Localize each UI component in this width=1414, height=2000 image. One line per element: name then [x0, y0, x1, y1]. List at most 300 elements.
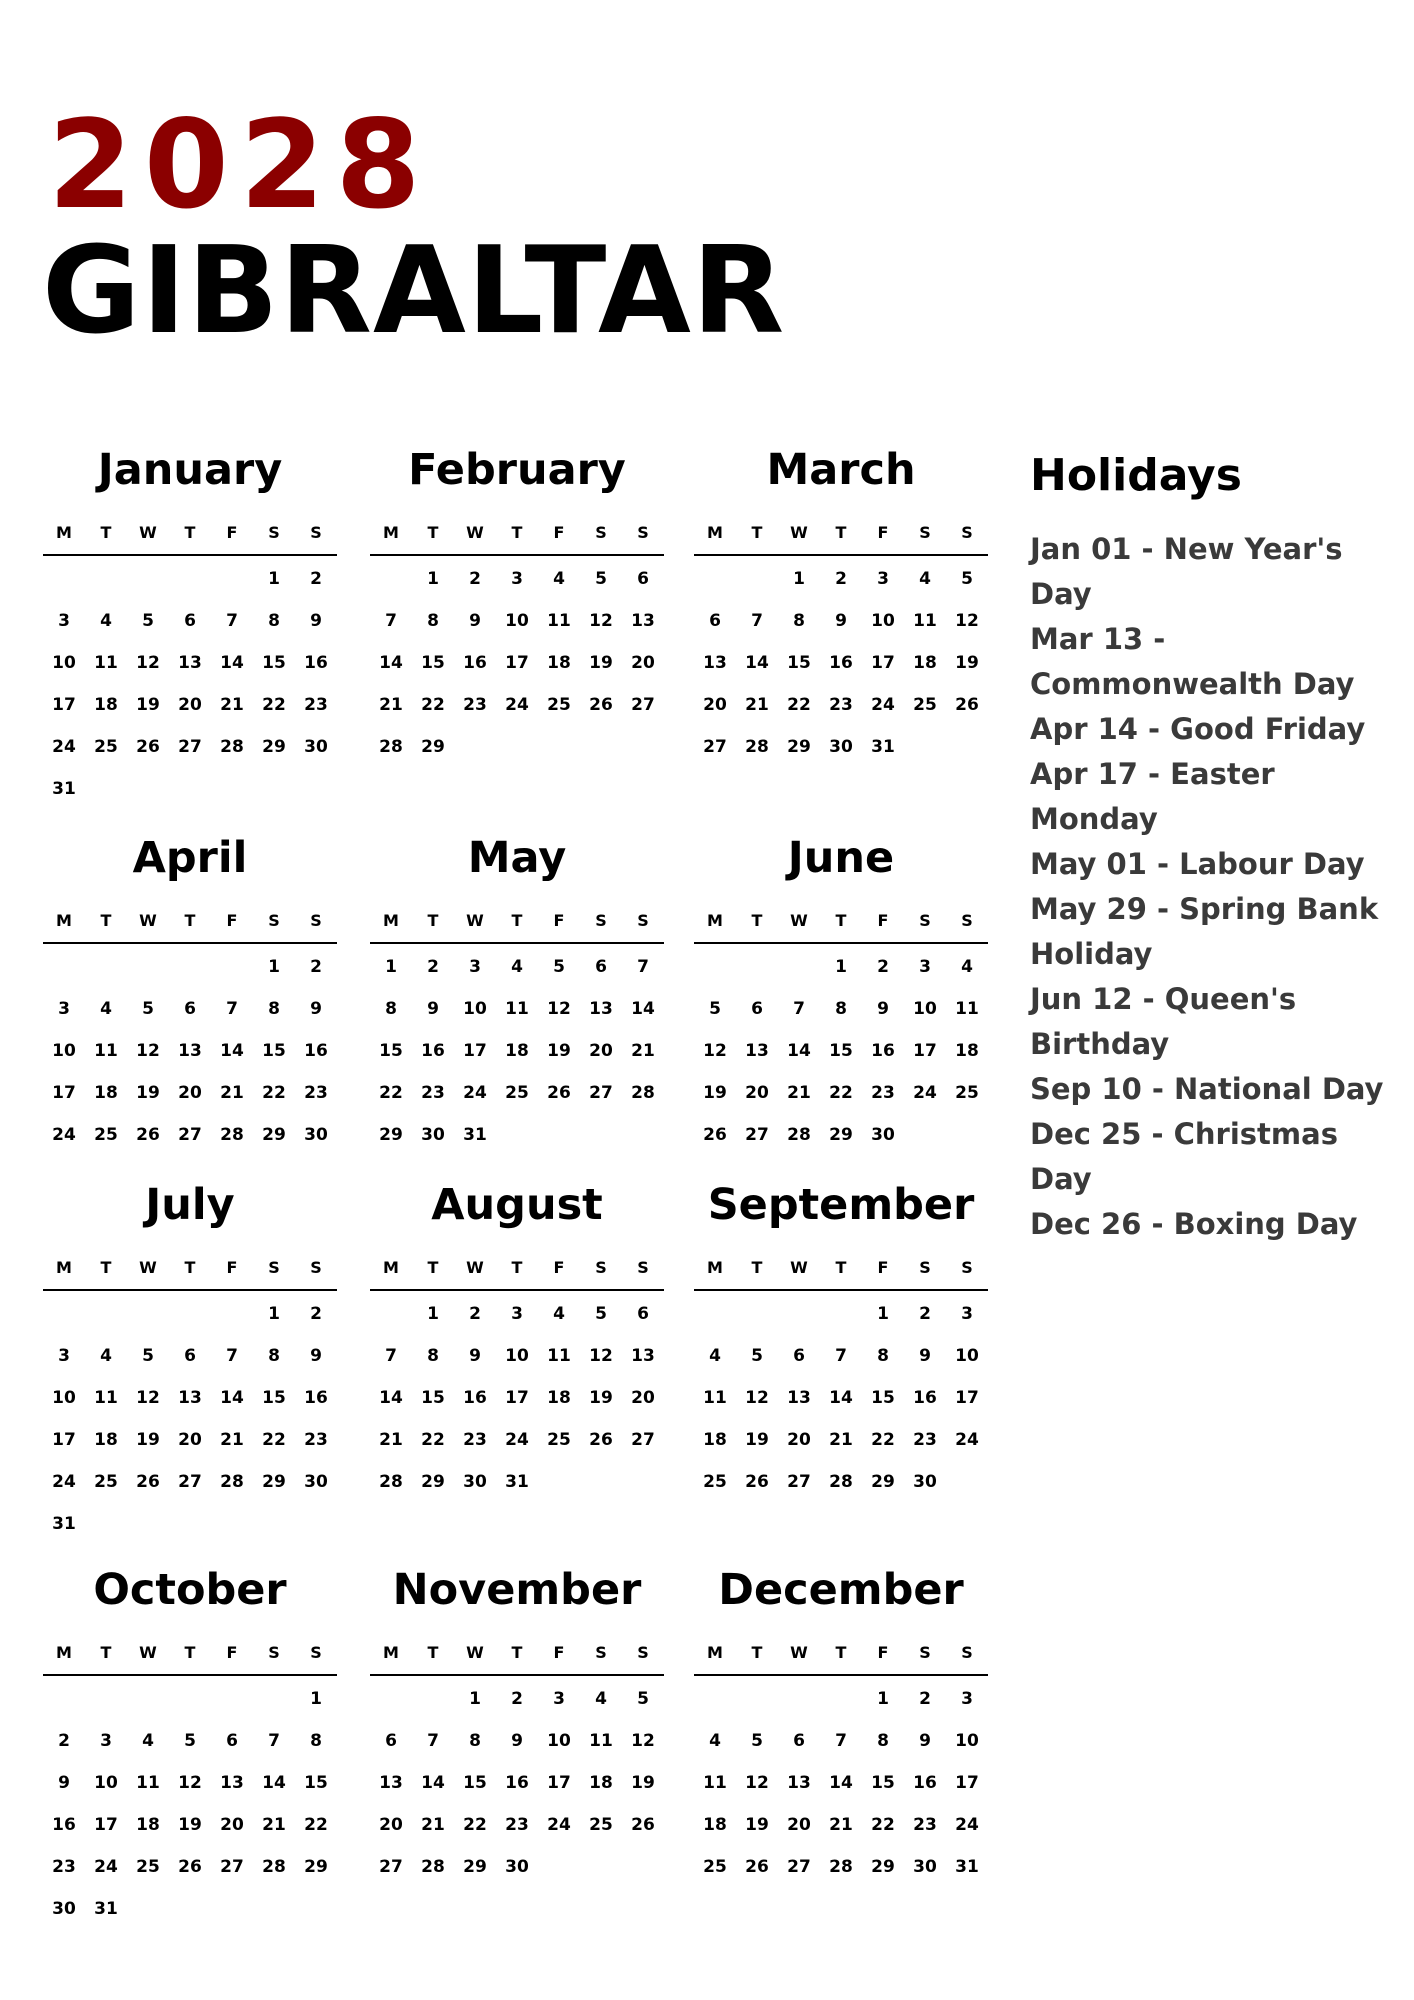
day-cell: 3: [961, 1689, 973, 1709]
day-cell: 29: [829, 1125, 853, 1145]
holiday-item: Jan 01 - New Year's Day: [1030, 532, 1343, 611]
day-cell: 8: [877, 1346, 889, 1366]
weekday-header: W: [466, 1642, 484, 1662]
day-cell: 13: [178, 653, 202, 673]
day-cell: 14: [220, 1041, 244, 1061]
weekday-header-row: [694, 1245, 988, 1291]
month-may: [370, 828, 664, 1156]
day-cell: 7: [637, 957, 649, 977]
day-cell: 3: [511, 1304, 523, 1324]
month-september: [694, 1175, 988, 1503]
day-cell: 21: [829, 1430, 853, 1450]
day-cell: 16: [304, 1388, 328, 1408]
day-cell: 10: [505, 611, 529, 631]
holiday-item: Apr 14 - Good Friday: [1030, 712, 1366, 746]
day-cell: 30: [304, 737, 328, 757]
day-grid: [694, 1676, 988, 1888]
day-cell: 7: [226, 1346, 238, 1366]
day-cell: 13: [787, 1773, 811, 1793]
day-cell: 15: [262, 1041, 286, 1061]
day-cell: 17: [547, 1773, 571, 1793]
day-cell: 8: [310, 1731, 322, 1751]
weekday-header: S: [595, 1642, 607, 1662]
day-cell: 15: [871, 1773, 895, 1793]
day-cell: 19: [589, 1388, 613, 1408]
weekday-header-row: [694, 510, 988, 556]
day-cell: 19: [136, 1430, 160, 1450]
day-cell-empty: [127, 1293, 169, 1335]
month-name: October: [93, 1565, 287, 1615]
month-name: April: [132, 833, 248, 883]
day-cell: 14: [829, 1773, 853, 1793]
day-cell: 12: [136, 1388, 160, 1408]
day-cell: 16: [913, 1388, 937, 1408]
day-cell-empty: [43, 946, 85, 988]
day-cell: 4: [100, 611, 112, 631]
day-cell: 13: [589, 999, 613, 1019]
month-name: May: [467, 833, 567, 883]
day-cell: 13: [745, 1041, 769, 1061]
weekday-header-row: [43, 510, 337, 556]
day-cell: 27: [178, 1472, 202, 1492]
day-cell: 9: [877, 999, 889, 1019]
day-cell: 23: [463, 1430, 487, 1450]
day-cell: 3: [100, 1731, 112, 1751]
weekday-header-row: [370, 510, 664, 556]
day-cell: 11: [505, 999, 529, 1019]
day-cell-empty: [370, 1293, 412, 1335]
day-cell: 20: [787, 1430, 811, 1450]
day-cell: 19: [178, 1815, 202, 1835]
weekday-header: M: [56, 910, 72, 930]
day-cell: 14: [379, 1388, 403, 1408]
holiday-item: Mar 13 - Commonwealth Day: [1030, 622, 1355, 701]
day-cell: 19: [745, 1815, 769, 1835]
weekday-header: M: [56, 1257, 72, 1277]
day-cell: 27: [631, 1430, 655, 1450]
month-january: [43, 440, 337, 810]
day-cell: 7: [385, 611, 397, 631]
day-cell: 4: [709, 1731, 721, 1751]
day-cell: 9: [427, 999, 439, 1019]
day-cell: 10: [547, 1731, 571, 1751]
day-cell: 24: [547, 1815, 571, 1835]
day-cell: 6: [709, 611, 721, 631]
day-cell: 9: [58, 1773, 70, 1793]
day-cell: 3: [58, 611, 70, 631]
weekday-header: T: [511, 522, 523, 542]
day-cell: 7: [835, 1346, 847, 1366]
day-cell: 16: [52, 1815, 76, 1835]
day-cell: 10: [505, 1346, 529, 1366]
day-cell: 5: [961, 569, 973, 589]
day-cell: 3: [511, 569, 523, 589]
day-cell: 16: [421, 1041, 445, 1061]
weekday-header: S: [268, 910, 280, 930]
day-cell: 18: [703, 1815, 727, 1835]
day-cell: 25: [913, 695, 937, 715]
weekday-header: F: [553, 1257, 565, 1277]
day-cell: 20: [703, 695, 727, 715]
day-cell: 4: [100, 1346, 112, 1366]
holiday-item: Apr 17 - Easter Monday: [1030, 757, 1275, 836]
day-cell: 24: [505, 1430, 529, 1450]
weekday-header-row: [370, 1245, 664, 1291]
day-cell: 30: [913, 1857, 937, 1877]
weekday-header: W: [790, 910, 808, 930]
day-cell: 29: [421, 737, 445, 757]
day-cell: 26: [955, 695, 979, 715]
weekday-header: T: [751, 522, 763, 542]
weekday-header: W: [139, 1642, 157, 1662]
day-cell: 15: [871, 1388, 895, 1408]
day-cell: 26: [589, 1430, 613, 1450]
day-cell: 16: [871, 1041, 895, 1061]
day-cell-empty: [778, 1293, 820, 1335]
day-cell: 9: [835, 611, 847, 631]
day-cell: 11: [547, 611, 571, 631]
weekday-header: S: [595, 522, 607, 542]
day-cell: 19: [955, 653, 979, 673]
day-cell: 7: [835, 1731, 847, 1751]
day-grid: [694, 556, 988, 768]
day-cell: 17: [955, 1388, 979, 1408]
day-cell: 25: [136, 1857, 160, 1877]
day-cell: 8: [427, 611, 439, 631]
day-cell: 22: [787, 695, 811, 715]
day-cell: 27: [178, 1125, 202, 1145]
weekday-header: S: [919, 522, 931, 542]
day-cell: 26: [745, 1472, 769, 1492]
month-name: November: [392, 1565, 642, 1615]
day-cell: 26: [631, 1815, 655, 1835]
day-cell: 2: [469, 1304, 481, 1324]
day-cell: 8: [427, 1346, 439, 1366]
weekday-header: T: [427, 1642, 439, 1662]
day-cell: 8: [268, 1346, 280, 1366]
day-cell: 27: [787, 1857, 811, 1877]
day-cell: 31: [463, 1125, 487, 1145]
weekday-header: W: [466, 522, 484, 542]
day-cell: 8: [793, 611, 805, 631]
day-cell: 10: [463, 999, 487, 1019]
day-cell: 3: [961, 1304, 973, 1324]
day-cell: 10: [871, 611, 895, 631]
weekday-header: M: [707, 1642, 723, 1662]
day-cell: 6: [793, 1731, 805, 1751]
day-cell: 13: [703, 653, 727, 673]
day-cell: 13: [631, 611, 655, 631]
day-cell: 23: [505, 1815, 529, 1835]
day-cell: 6: [793, 1346, 805, 1366]
day-cell: 22: [463, 1815, 487, 1835]
day-cell: 16: [829, 653, 853, 673]
day-cell: 19: [547, 1041, 571, 1061]
day-cell: 22: [421, 1430, 445, 1450]
day-cell-empty: [85, 558, 127, 600]
day-cell: 20: [379, 1815, 403, 1835]
day-cell: 28: [787, 1125, 811, 1145]
weekday-header: M: [383, 1642, 399, 1662]
day-grid: [694, 944, 988, 1156]
weekday-header: S: [637, 910, 649, 930]
day-cell: 17: [505, 653, 529, 673]
day-cell: 6: [595, 957, 607, 977]
day-cell: 28: [829, 1857, 853, 1877]
weekday-header: S: [310, 522, 322, 542]
day-cell-empty: [694, 1293, 736, 1335]
day-cell: 29: [304, 1857, 328, 1877]
day-cell: 15: [421, 653, 445, 673]
day-cell: 14: [829, 1388, 853, 1408]
day-cell: 15: [262, 1388, 286, 1408]
weekday-header: F: [553, 910, 565, 930]
day-cell: 27: [220, 1857, 244, 1877]
day-cell: 2: [310, 569, 322, 589]
day-cell: 20: [178, 1083, 202, 1103]
day-cell-empty: [169, 946, 211, 988]
weekday-header: W: [139, 522, 157, 542]
day-cell: 30: [913, 1472, 937, 1492]
day-cell: 10: [52, 1041, 76, 1061]
day-cell-empty: [169, 558, 211, 600]
weekday-header: F: [553, 1642, 565, 1662]
weekday-header-row: [694, 898, 988, 944]
day-cell: 2: [511, 1689, 523, 1709]
weekday-header-row: [43, 1245, 337, 1291]
day-cell: 2: [427, 957, 439, 977]
holiday-item: Jun 12 - Queen's Birthday: [1030, 982, 1297, 1061]
day-cell: 28: [379, 737, 403, 757]
day-cell: 28: [631, 1083, 655, 1103]
weekday-header: S: [919, 910, 931, 930]
day-cell: 4: [142, 1731, 154, 1751]
day-cell: 22: [829, 1083, 853, 1103]
weekday-header: S: [919, 1257, 931, 1277]
day-cell: 14: [787, 1041, 811, 1061]
day-cell: 6: [637, 569, 649, 589]
day-cell-empty: [694, 558, 736, 600]
year-title: 2028: [48, 94, 432, 236]
day-cell: 6: [184, 611, 196, 631]
day-cell: 2: [919, 1689, 931, 1709]
weekday-header: T: [427, 1257, 439, 1277]
day-cell: 23: [913, 1430, 937, 1450]
day-cell: 1: [835, 957, 847, 977]
day-cell: 12: [178, 1773, 202, 1793]
day-cell: 1: [427, 569, 439, 589]
day-cell: 24: [955, 1430, 979, 1450]
day-cell: 26: [136, 737, 160, 757]
weekday-header: W: [466, 1257, 484, 1277]
day-cell: 22: [262, 1083, 286, 1103]
day-cell: 6: [637, 1304, 649, 1324]
day-cell: 12: [589, 611, 613, 631]
day-cell: 21: [421, 1815, 445, 1835]
weekday-header: S: [961, 1642, 973, 1662]
day-cell: 16: [463, 653, 487, 673]
day-cell: 19: [745, 1430, 769, 1450]
day-cell: 17: [871, 653, 895, 673]
day-cell: 14: [745, 653, 769, 673]
day-cell: 30: [52, 1899, 76, 1919]
day-cell: 5: [142, 611, 154, 631]
day-grid: [694, 1291, 988, 1503]
weekday-header: T: [184, 522, 196, 542]
day-cell: 22: [262, 695, 286, 715]
weekday-header: T: [100, 1257, 112, 1277]
day-cell: 4: [961, 957, 973, 977]
day-cell: 8: [835, 999, 847, 1019]
day-cell: 2: [835, 569, 847, 589]
day-cell: 4: [100, 999, 112, 1019]
day-cell: 16: [304, 1041, 328, 1061]
day-cell-empty: [43, 1678, 85, 1720]
day-cell: 9: [919, 1731, 931, 1751]
day-cell: 17: [52, 1430, 76, 1450]
day-cell: 2: [469, 569, 481, 589]
weekday-header: T: [184, 1257, 196, 1277]
day-cell: 21: [220, 695, 244, 715]
day-cell-empty: [169, 1678, 211, 1720]
day-cell: 11: [94, 1041, 118, 1061]
day-cell: 27: [379, 1857, 403, 1877]
day-cell: 23: [913, 1815, 937, 1835]
day-cell: 11: [547, 1346, 571, 1366]
day-cell: 24: [913, 1083, 937, 1103]
day-cell: 14: [631, 999, 655, 1019]
weekday-header: M: [383, 1257, 399, 1277]
day-cell: 19: [631, 1773, 655, 1793]
day-cell: 30: [304, 1472, 328, 1492]
day-cell: 27: [703, 737, 727, 757]
day-cell: 9: [310, 611, 322, 631]
day-cell: 23: [52, 1857, 76, 1877]
weekday-header: S: [961, 910, 973, 930]
day-cell: 25: [703, 1857, 727, 1877]
day-cell: 7: [427, 1731, 439, 1751]
day-cell: 17: [913, 1041, 937, 1061]
day-cell: 25: [94, 1472, 118, 1492]
day-cell: 21: [220, 1083, 244, 1103]
day-cell: 24: [52, 1472, 76, 1492]
weekday-header: M: [707, 522, 723, 542]
day-cell: 31: [871, 737, 895, 757]
day-cell-empty: [778, 1678, 820, 1720]
weekday-header: S: [595, 910, 607, 930]
day-cell-empty: [85, 1293, 127, 1335]
day-cell-empty: [736, 1293, 778, 1335]
weekday-header: S: [919, 1642, 931, 1662]
day-cell: 16: [304, 653, 328, 673]
weekday-header: M: [707, 910, 723, 930]
month-name: January: [97, 445, 283, 495]
day-cell: 18: [589, 1773, 613, 1793]
weekday-header: W: [466, 910, 484, 930]
day-cell: 11: [94, 1388, 118, 1408]
day-cell: 29: [463, 1857, 487, 1877]
day-cell: 24: [505, 695, 529, 715]
day-cell: 27: [745, 1125, 769, 1145]
day-cell: 27: [178, 737, 202, 757]
weekday-header: S: [637, 522, 649, 542]
day-cell-empty: [736, 558, 778, 600]
weekday-header: S: [961, 522, 973, 542]
month-april: [43, 828, 337, 1156]
month-june: [694, 828, 988, 1156]
day-cell-empty: [694, 1678, 736, 1720]
weekday-header: S: [310, 910, 322, 930]
day-cell: 1: [469, 1689, 481, 1709]
day-cell: 12: [745, 1388, 769, 1408]
day-cell: 17: [52, 1083, 76, 1103]
day-cell: 20: [745, 1083, 769, 1103]
day-cell-empty: [370, 558, 412, 600]
day-cell: 1: [268, 569, 280, 589]
day-cell: 2: [919, 1304, 931, 1324]
day-cell: 12: [589, 1346, 613, 1366]
day-cell: 21: [631, 1041, 655, 1061]
day-cell: 3: [58, 1346, 70, 1366]
day-cell: 18: [505, 1041, 529, 1061]
weekday-header: F: [877, 1642, 889, 1662]
day-cell: 14: [262, 1773, 286, 1793]
day-cell: 5: [751, 1731, 763, 1751]
day-cell: 20: [178, 1430, 202, 1450]
day-cell: 21: [220, 1430, 244, 1450]
day-cell: 27: [631, 695, 655, 715]
day-cell-empty: [820, 1678, 862, 1720]
day-cell-empty: [43, 558, 85, 600]
month-name: December: [718, 1565, 964, 1615]
day-cell: 31: [52, 1514, 76, 1534]
day-cell: 29: [871, 1472, 895, 1492]
day-cell: 22: [421, 695, 445, 715]
weekday-header: W: [790, 522, 808, 542]
weekday-header: W: [139, 1257, 157, 1277]
day-cell: 23: [421, 1083, 445, 1103]
day-cell: 1: [877, 1304, 889, 1324]
day-cell: 31: [52, 779, 76, 799]
day-cell: 2: [310, 1304, 322, 1324]
day-cell: 11: [703, 1388, 727, 1408]
day-cell: 23: [871, 1083, 895, 1103]
day-cell: 5: [595, 569, 607, 589]
weekday-header: F: [226, 522, 238, 542]
day-cell: 8: [268, 611, 280, 631]
day-cell: 2: [877, 957, 889, 977]
day-cell: 5: [595, 1304, 607, 1324]
day-cell: 12: [745, 1773, 769, 1793]
weekday-header: T: [835, 1257, 847, 1277]
day-cell: 29: [421, 1472, 445, 1492]
day-cell: 12: [547, 999, 571, 1019]
day-cell: 22: [379, 1083, 403, 1103]
day-cell: 5: [751, 1346, 763, 1366]
day-cell: 15: [829, 1041, 853, 1061]
day-cell: 21: [787, 1083, 811, 1103]
day-cell: 26: [589, 695, 613, 715]
day-cell: 20: [589, 1041, 613, 1061]
day-cell: 16: [463, 1388, 487, 1408]
day-cell: 18: [94, 1430, 118, 1450]
day-grid: [43, 1291, 337, 1545]
day-cell-empty: [127, 1678, 169, 1720]
weekday-header-row: [370, 1630, 664, 1676]
day-grid: [43, 1676, 337, 1930]
holiday-item: May 29 - Spring Bank Holiday: [1030, 892, 1379, 971]
weekday-header: W: [139, 910, 157, 930]
